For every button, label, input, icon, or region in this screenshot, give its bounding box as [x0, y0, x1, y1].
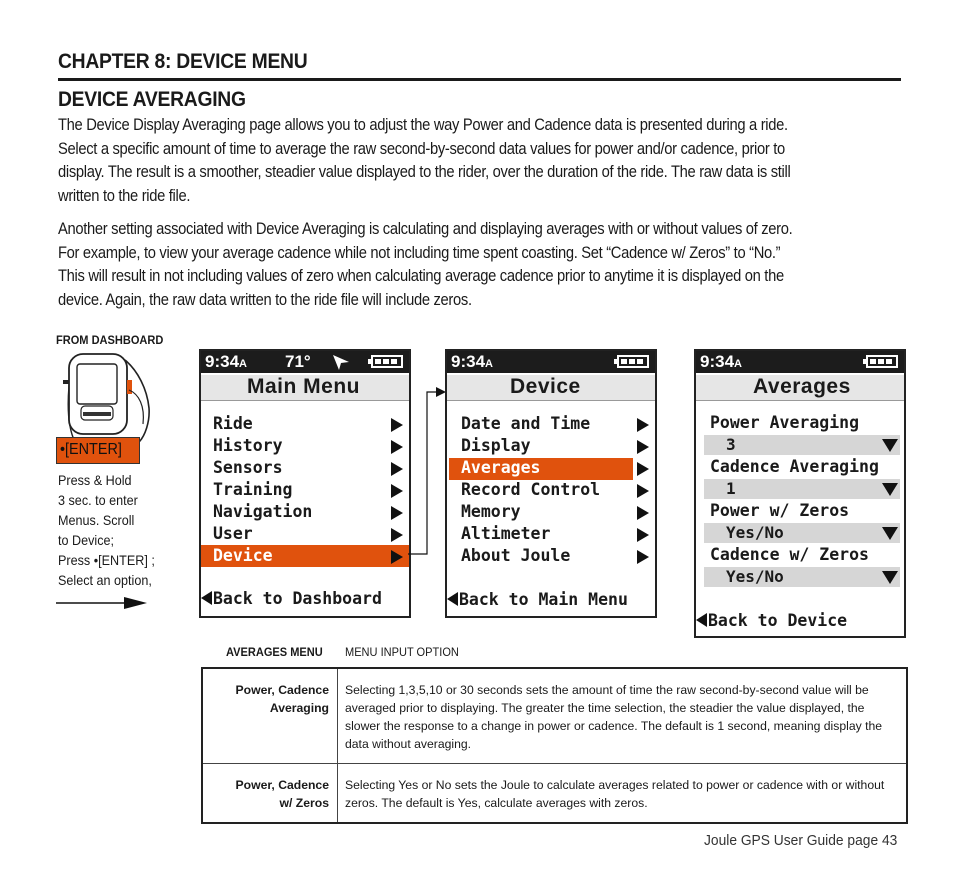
- temperature: 71°: [285, 352, 311, 371]
- chevron-right-icon: [637, 418, 649, 432]
- screen-title: Averages: [753, 375, 851, 398]
- gps-pointer-icon: [332, 354, 350, 371]
- screen-title: Main Menu: [247, 375, 360, 398]
- menu-item-user[interactable]: User: [201, 523, 409, 545]
- clock: 9:34A: [205, 352, 247, 371]
- power-averaging-select[interactable]: 3: [704, 435, 900, 455]
- chevron-right-icon: [637, 550, 649, 564]
- connector-arrow: [400, 382, 450, 582]
- menu-item-history[interactable]: History: [201, 435, 409, 457]
- intro-paragraph: The Device Display Averaging page allows you to adjust the way Power and Cadence data is presented during a ride. Select a specific amount of time to average the raw second-by-second data values for power and/or cadence, prior to display. The result is a smoother, steadier value displayed to the rider, over the duration of the ride. The raw data is still written to the ride file.: [58, 116, 791, 205]
- chevron-right-icon: [637, 484, 649, 498]
- menu-item-record-control[interactable]: Record Control: [447, 479, 655, 501]
- page-footer: Joule GPS User Guide page 43: [704, 832, 898, 849]
- battery-icon: [371, 355, 403, 368]
- main-menu-screen: [199, 349, 411, 618]
- chapter-rule: [58, 78, 901, 81]
- row-key: Power, Cadence w/ Zeros: [202, 764, 338, 824]
- averages-screen: [694, 349, 906, 638]
- chevron-left-icon: [696, 613, 707, 627]
- arrow-right-icon: [56, 596, 148, 610]
- dropdown-arrow-icon: [882, 439, 898, 452]
- menu-item-device[interactable]: Device: [201, 545, 409, 567]
- averages-options-table: [201, 667, 908, 824]
- table-row: [202, 668, 907, 764]
- enter-button-label: •[ENTER]: [60, 441, 122, 458]
- table-header-option: MENU INPUT OPTION: [345, 645, 459, 659]
- chevron-right-icon: [637, 440, 649, 454]
- row-key: Power, Cadence Averaging: [202, 668, 338, 764]
- screen-title-bar: [201, 375, 409, 401]
- menu-item-about-joule[interactable]: About Joule: [447, 545, 655, 567]
- setting-cadence-averaging-label: Cadence Averaging: [710, 457, 879, 476]
- chevron-right-icon: [637, 506, 649, 520]
- enter-button[interactable]: [56, 437, 140, 464]
- chevron-right-icon: [637, 528, 649, 542]
- table-header-menu: AVERAGES MENU: [226, 645, 323, 659]
- dashboard-instructions: Press & Hold 3 sec. to enter Menus. Scroll to Device; Press •[ENTER] ; Select an option,: [58, 472, 155, 588]
- status-bar: [447, 351, 655, 373]
- dropdown-arrow-icon: [882, 527, 898, 540]
- screen-title: Device: [510, 375, 581, 398]
- status-bar: [201, 351, 409, 373]
- battery-icon: [617, 355, 649, 368]
- chapter-title: CHAPTER 8: DEVICE MENU: [58, 50, 308, 73]
- back-to-device[interactable]: Back to Device: [696, 611, 847, 630]
- from-dashboard-label: FROM DASHBOARD: [56, 333, 164, 347]
- screen-title-bar: [696, 375, 904, 401]
- clock: 9:34A: [451, 352, 493, 371]
- menu-item-training[interactable]: Training: [201, 479, 409, 501]
- clock: 9:34A: [700, 352, 742, 371]
- screen-title-bar: [447, 375, 655, 401]
- chevron-left-icon: [201, 591, 212, 605]
- cadence-averaging-select[interactable]: 1: [704, 479, 900, 499]
- section-title: DEVICE AVERAGING: [58, 88, 246, 111]
- back-to-dashboard[interactable]: Back to Dashboard: [201, 589, 382, 608]
- menu-item-date-and-time[interactable]: Date and Time: [447, 413, 655, 435]
- menu-item-navigation[interactable]: Navigation: [201, 501, 409, 523]
- device-screen: [445, 349, 657, 618]
- chevron-right-icon: [637, 462, 649, 476]
- menu-item-sensors[interactable]: Sensors: [201, 457, 409, 479]
- menu-item-memory[interactable]: Memory: [447, 501, 655, 523]
- joule-device-hand-icon: [55, 350, 160, 442]
- setting-cadence-zeros-label: Cadence w/ Zeros: [710, 545, 869, 564]
- setting-power-averaging-label: Power Averaging: [710, 413, 860, 432]
- setting-power-zeros-label: Power w/ Zeros: [710, 501, 850, 520]
- power-zeros-select[interactable]: Yes/No: [704, 523, 900, 543]
- menu-item-display[interactable]: Display: [447, 435, 655, 457]
- menu-item-ride[interactable]: Ride: [201, 413, 409, 435]
- menu-item-altimeter[interactable]: Altimeter: [447, 523, 655, 545]
- dropdown-arrow-icon: [882, 571, 898, 584]
- zeros-paragraph: Another setting associated with Device Averaging is calculating and displaying averages with or without values of zero. For example, to view your average cadence while not including time spent coasting. Set “Cadence w/ Zeros” to “No.” This will result in not including values of zero when calculating average cadence prior to anytime it is displayed on the device. Again, the raw data written to the ride file will include zeros.: [58, 220, 793, 309]
- row-value: Selecting 1,3,5,10 or 30 seconds sets the amount of time the raw second-by-second value will be averaged prior to displaying. The greater the time selection, the steadier the value displayed, the slower the response to a change in power or cadence. The default is 1 second, meaning display the data without averaging.: [338, 668, 908, 764]
- battery-icon: [866, 355, 898, 368]
- back-to-main-menu[interactable]: Back to Main Menu: [447, 590, 628, 609]
- menu-item-averages[interactable]: Averages: [447, 457, 655, 479]
- table-row: [202, 764, 907, 824]
- dropdown-arrow-icon: [882, 483, 898, 496]
- cadence-zeros-select[interactable]: Yes/No: [704, 567, 900, 587]
- row-value: Selecting Yes or No sets the Joule to calculate averages related to power or cadence with or without zeros. The default is Yes, calculate averages with zeros.: [338, 764, 908, 824]
- chevron-left-icon: [447, 592, 458, 606]
- status-bar: [696, 351, 904, 373]
